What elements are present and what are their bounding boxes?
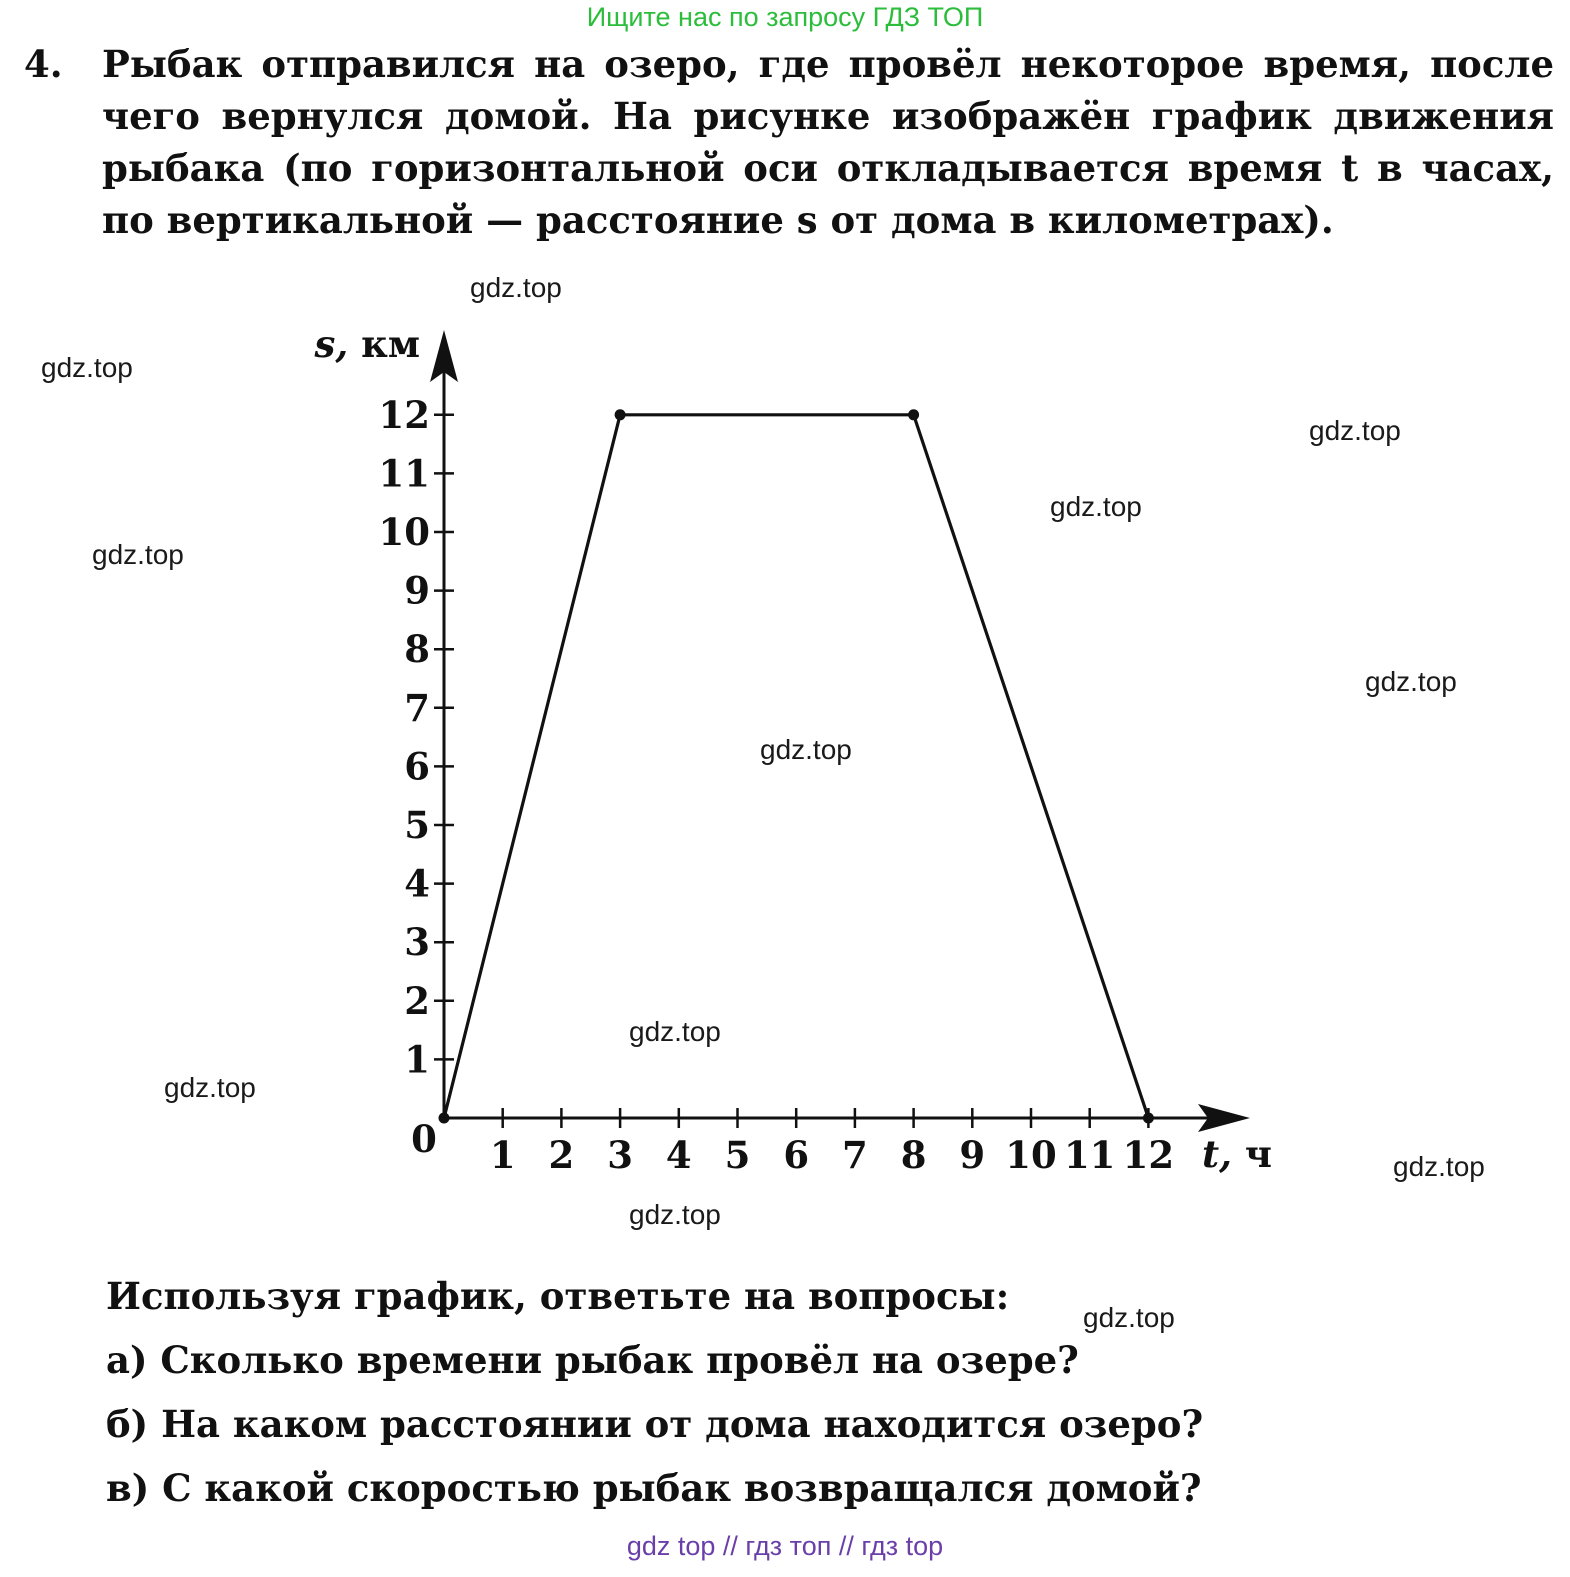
questions-intro: Используя график, ответьте на вопросы: [106, 1274, 1010, 1318]
watermark: gdz.top [164, 1072, 256, 1103]
watermark: gdz.top [760, 734, 852, 765]
watermark: gdz.top [92, 539, 184, 570]
data-point [908, 409, 919, 420]
problem-text: Рыбак отправился на озеро, где провёл некоторое время, после чего вернулся домой. На рисунке изображён график движения рыбака (по горизонтальной оси откладывается время t в часах, по вертикальной — расстояние s от дома в километрах). [102, 42, 1554, 242]
watermark: gdz.top [470, 272, 562, 303]
x-tick-label: 7 [842, 1133, 868, 1177]
question-c: в) С какой скоростью рыбак возвращался домой? [106, 1466, 1202, 1510]
watermark: gdz.top [1365, 666, 1457, 697]
y-tick-label: 10 [378, 510, 430, 554]
watermark: gdz.top [629, 1199, 721, 1230]
series-line [444, 415, 1148, 1118]
watermark: gdz.top [1309, 415, 1401, 446]
y-tick-label: 5 [404, 803, 430, 847]
watermark: gdz.top [1050, 491, 1142, 522]
y-tick-label: 7 [404, 685, 430, 730]
x-axis-label: t, ч [1202, 1132, 1272, 1176]
watermark: gdz.top [1083, 1302, 1175, 1333]
top-banner[interactable]: Ищите нас по запросу ГДЗ ТОП [586, 2, 984, 32]
y-tick-label: 2 [404, 978, 430, 1023]
y-tick-label: 4 [404, 861, 430, 906]
questions-block [106, 1264, 1506, 1520]
watermark: gdz.top [629, 1016, 721, 1047]
y-tick-label: 1 [404, 1037, 430, 1082]
x-tick-label: 1 [489, 1133, 516, 1177]
y-tick-label: 3 [404, 920, 430, 965]
y-axis-label: s, км [314, 322, 420, 366]
x-tick-label: 11 [1063, 1133, 1116, 1177]
y-tick-label: 9 [404, 568, 430, 613]
watermark: gdz.top [1393, 1151, 1485, 1182]
y-tick-label: 8 [404, 627, 430, 672]
origin-label: 0 [411, 1117, 437, 1161]
question-b: б) На каком расстоянии от дома находится озеро? [106, 1402, 1204, 1446]
x-tick-label: 5 [724, 1133, 751, 1177]
x-tick-label: 12 [1122, 1133, 1175, 1177]
y-tick-label: 6 [404, 744, 430, 789]
x-tick-label: 3 [607, 1133, 633, 1177]
footer-banner[interactable]: gdz top // гдз топ // гдз top [626, 1531, 944, 1561]
watermark: gdz.top [41, 352, 133, 383]
chart-series [439, 409, 1154, 1123]
chart-axes [430, 330, 1250, 1132]
x-tick-label: 2 [548, 1133, 575, 1177]
problem-number: 4. [24, 42, 63, 86]
x-tick-label: 10 [1005, 1133, 1057, 1177]
y-tick-label: 11 [378, 451, 430, 496]
x-tick-label: 9 [959, 1133, 986, 1177]
data-point [439, 1113, 450, 1124]
data-point [1143, 1113, 1154, 1124]
x-tick-label: 8 [900, 1133, 927, 1177]
data-point [615, 409, 626, 420]
x-tick-label: 4 [665, 1133, 692, 1177]
x-tick-label: 6 [783, 1133, 810, 1177]
question-a: а) Сколько времени рыбак провёл на озере? [106, 1338, 1079, 1382]
y-tick-label: 12 [378, 392, 430, 437]
